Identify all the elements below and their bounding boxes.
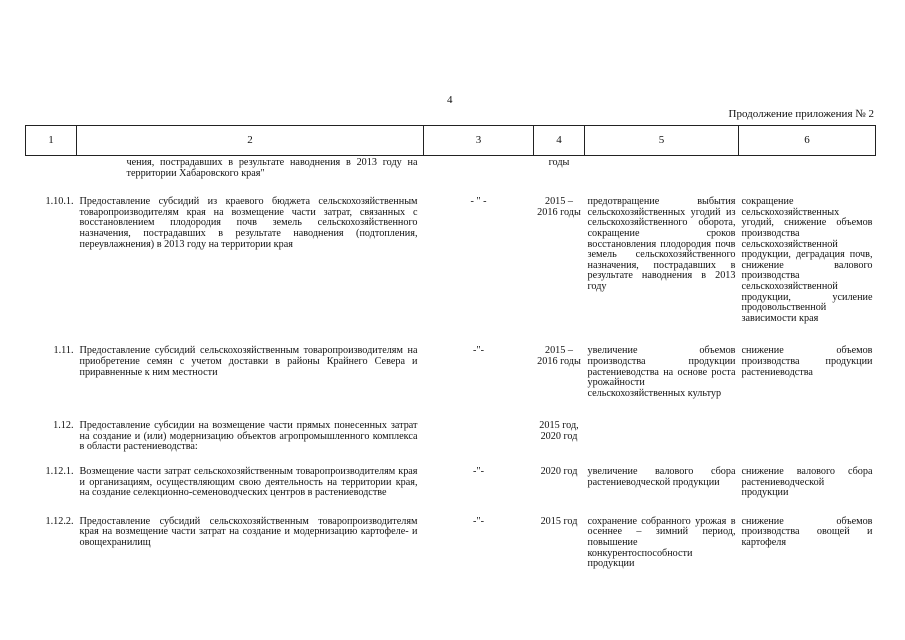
row-consequence: сокращение сельскохозяйственных угодий, снижение объемов производства сельскохозяйственной продукции, деградация почв, снижение валового производства сельскохозяйственной продукции, усиление продовольственной зависимости края [741, 196, 873, 324]
header-row [26, 126, 876, 156]
row-executor [424, 156, 534, 190]
row-result [585, 156, 739, 190]
row-term: 2015 год [540, 515, 578, 527]
row-number: 1.12.2. [45, 515, 74, 527]
table-row [26, 513, 876, 570]
row-number: 1.12. [53, 420, 74, 432]
row-result [585, 413, 739, 467]
row-result: увеличение объемов производства продукции растениеводства на основе роста урожайности сельскохозяйственных культур [587, 345, 736, 399]
col-header-2: 2 [77, 126, 424, 156]
row-executor: -"- [473, 515, 484, 527]
table-row [26, 467, 876, 513]
row-number: 1.10.1. [45, 196, 74, 208]
col-header-4: 4 [534, 126, 585, 156]
row-term: 2015 – 2016 годы [537, 345, 581, 367]
col-header-6: 6 [739, 126, 876, 156]
row-executor [424, 413, 534, 467]
row-description: Предоставление субсидии на возмещение части прямых понесенных затрат на создание и (или) модернизацию объектов агропромышленного комплекса в области растениеводства: [79, 420, 418, 453]
row-description: Предоставление субсидий из краевого бюджета сельскохозяйственным товаропроизводителям края на возмещение части затрат, связанных с восстановлением плодородия почв земель сельскохозяйственного назначения, пострадавших в результате наводнения (подтопления, переувлажнения) в 2013 году на территории края [79, 196, 418, 250]
row-executor: - " - [470, 196, 487, 208]
table-row [26, 156, 876, 190]
row-consequence: снижение объемов производства овощей и картофеля [741, 515, 873, 549]
row-consequence: снижение валового сбора растениеводческой продукции [741, 466, 873, 499]
col-header-1: 1 [26, 126, 77, 156]
row-consequence [739, 156, 876, 190]
row-description: Предоставление субсидий сельскохозяйственным товаропроизводителям на приобретение семян с учетом доставки в районы Крайнего Севера и приравненные к ним местности [79, 345, 418, 378]
row-term: годы [548, 157, 570, 168]
col-header-3: 3 [424, 126, 534, 156]
table-row [26, 413, 876, 467]
row-consequence: снижение объемов производства продукции растениеводства [741, 345, 873, 378]
table-row [26, 338, 876, 413]
table-row [26, 189, 876, 338]
row-executor: -"- [473, 466, 484, 478]
row-number: 1.12.1. [45, 466, 74, 478]
row-term: 2015 год, 2020 год [539, 420, 579, 442]
row-consequence [739, 413, 876, 467]
col-header-5: 5 [585, 126, 739, 156]
row-description: Предоставление субсидий сельскохозяйственным товаропроизводителям края на возмещение части затрат на создание и модернизацию картофеле- и овощехранилищ [79, 515, 418, 549]
row-executor: -"- [473, 345, 484, 357]
row-result: предотвращение выбытия сельскохозяйственных угодий из сельскохозяйственного оборота, сокращение сроков восстановления плодородия почв земель сельскохозяйственного назначения, пострадавших в результате наводнения в 2013 году [587, 196, 736, 292]
row-description: Возмещение части затрат сельскохозяйственным товаропроизводителям края и организациям, осуществляющим свою деятельность на территории края, на создание селекционно-семеноводческих центров в растениеводстве [79, 466, 418, 499]
row-term: 2015 – 2016 годы [537, 196, 581, 218]
row-number [26, 156, 77, 190]
measures-table [25, 125, 876, 570]
row-number: 1.11. [53, 345, 74, 357]
row-description: чения, пострадавших в результате наводнения в 2013 году на территории Хабаровского края" [126, 157, 418, 179]
row-term: 2020 год [540, 466, 578, 478]
row-result: увеличение валового сбора растениеводческой продукции [587, 466, 736, 488]
page-number: 4 [447, 94, 453, 106]
row-result: сохранение собранного урожая в осеннее – зимний период, повышение конкурентоспособности продукции [587, 515, 736, 570]
appendix-continuation-label: Продолжение приложения № 2 [728, 108, 874, 120]
